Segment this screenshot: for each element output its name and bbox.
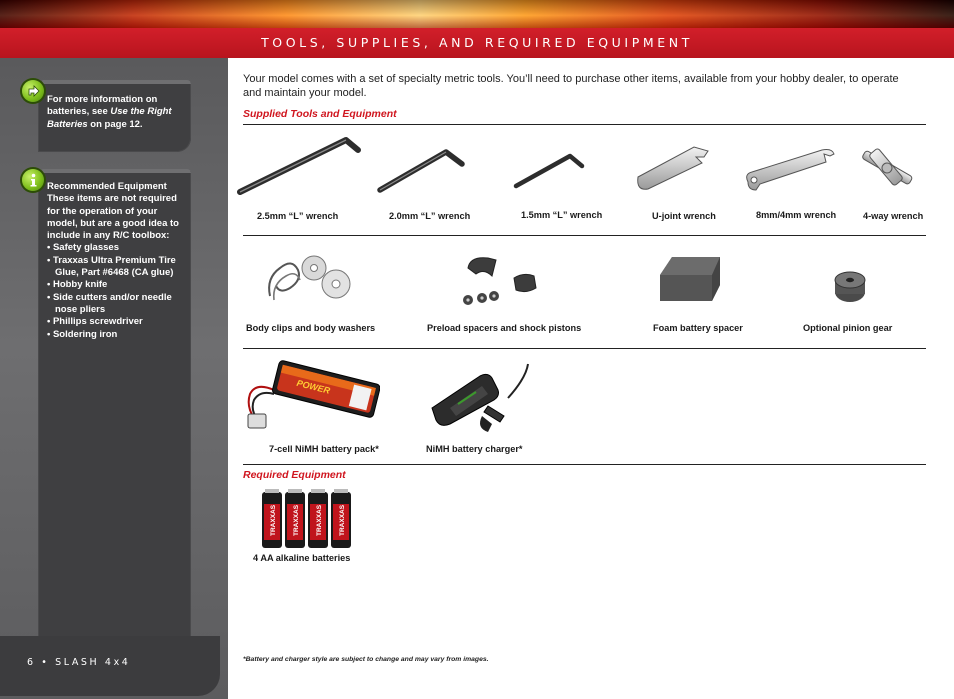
list-item: • Phillips screwdriver: [47, 316, 143, 328]
caption-battery-pack: 7-cell NiMH battery pack*: [269, 444, 379, 454]
recommended-list: [47, 242, 189, 340]
aa-batteries-image: [260, 488, 352, 550]
intro-paragraph: Your model comes with a set of specialty metric tools. You’ll need to purchase other items, available from your hobby dealer, to operate and maintain your model.: [243, 73, 899, 99]
divider: [243, 464, 926, 465]
page-footer: 6 • SLASH 4x4: [27, 657, 131, 668]
nimh-charger-image: [428, 358, 534, 436]
4-way-wrench-image: [854, 143, 920, 193]
caption-2-0mm-wrench: 2.0mm “L” wrench: [389, 211, 471, 221]
caption-u-joint-wrench: U-joint wrench: [652, 211, 716, 221]
batteries-note-link[interactable]: Use the Right Batteries: [47, 106, 172, 130]
caption-charger: NiMH battery charger*: [426, 444, 523, 454]
caption-preload-spacers: Preload spacers and shock pistons: [427, 323, 582, 333]
batteries-note-text: For more information on batteries, see: [47, 94, 158, 118]
arrow-icon: [22, 80, 44, 102]
battery-label: TRAXXAS: [316, 504, 323, 536]
divider: [243, 235, 926, 236]
list-item: • Side cutters and/or needle nose pliers: [47, 291, 172, 315]
preload-spacers-pistons-image: [454, 254, 546, 306]
battery-label: TRAXXAS: [270, 504, 277, 536]
8mm-4mm-wrench-image: [742, 140, 838, 194]
recommended-heading: Recommended Equipment: [47, 181, 167, 192]
caption-4-way-wrench: 4-way wrench: [863, 211, 924, 221]
list-item: • Traxxas Ultra Premium Tire Glue, Part #6468 (CA glue): [47, 254, 176, 279]
foam-battery-spacer-image: [658, 255, 722, 303]
caption-aa-batteries: 4 AA alkaline batteries: [253, 553, 351, 563]
u-joint-wrench-image: [632, 143, 714, 193]
caption-pinion-gear: Optional pinion gear: [803, 323, 893, 333]
caption-body-clips: Body clips and body washers: [246, 323, 376, 333]
recommended-body: These items are not required for the operation of your model, but are a good idea to include in any R/C toolbox:: [47, 193, 179, 242]
battery-pack-brand: POWER: [295, 377, 332, 396]
divider: [243, 124, 926, 125]
nimh-battery-pack-image: [238, 360, 380, 432]
title-bar: [0, 28, 954, 58]
info-icon: [22, 169, 44, 191]
caption-2-5mm-wrench: 2.5mm “L” wrench: [257, 211, 339, 221]
batteries-note-page: on page 12.: [87, 118, 143, 130]
list-item: • Hobby knife: [47, 279, 108, 291]
battery-label: TRAXXAS: [293, 504, 300, 536]
batteries-note: [47, 94, 189, 131]
body-clips-washers-image: [262, 248, 362, 306]
recommended-equipment-note: [47, 181, 189, 341]
required-heading: Required Equipment: [243, 469, 346, 481]
footnote: *Battery and charger style are subject to change and may vary from images.: [243, 656, 489, 663]
divider: [243, 348, 926, 349]
battery-label: TRAXXAS: [339, 504, 346, 536]
page-title: TOOLS, SUPPLIES, AND REQUIRED EQUIPMENT: [261, 35, 693, 50]
caption-1-5mm-wrench: 1.5mm “L” wrench: [521, 210, 603, 220]
caption-foam-spacer: Foam battery spacer: [653, 323, 743, 333]
pinion-gear-image: [830, 268, 870, 306]
allen-wrench-2-5-image: [236, 136, 362, 198]
list-item: • Safety glasses: [47, 242, 119, 254]
supplied-heading: Supplied Tools and Equipment: [243, 108, 397, 120]
flame-banner: [0, 0, 954, 28]
caption-8mm-4mm-wrench: 8mm/4mm wrench: [756, 210, 837, 220]
list-item: • Soldering iron: [47, 328, 118, 340]
allen-wrench-2-0-image: [376, 146, 468, 194]
allen-wrench-1-5-image: [512, 150, 588, 190]
sidebar: [0, 58, 228, 699]
